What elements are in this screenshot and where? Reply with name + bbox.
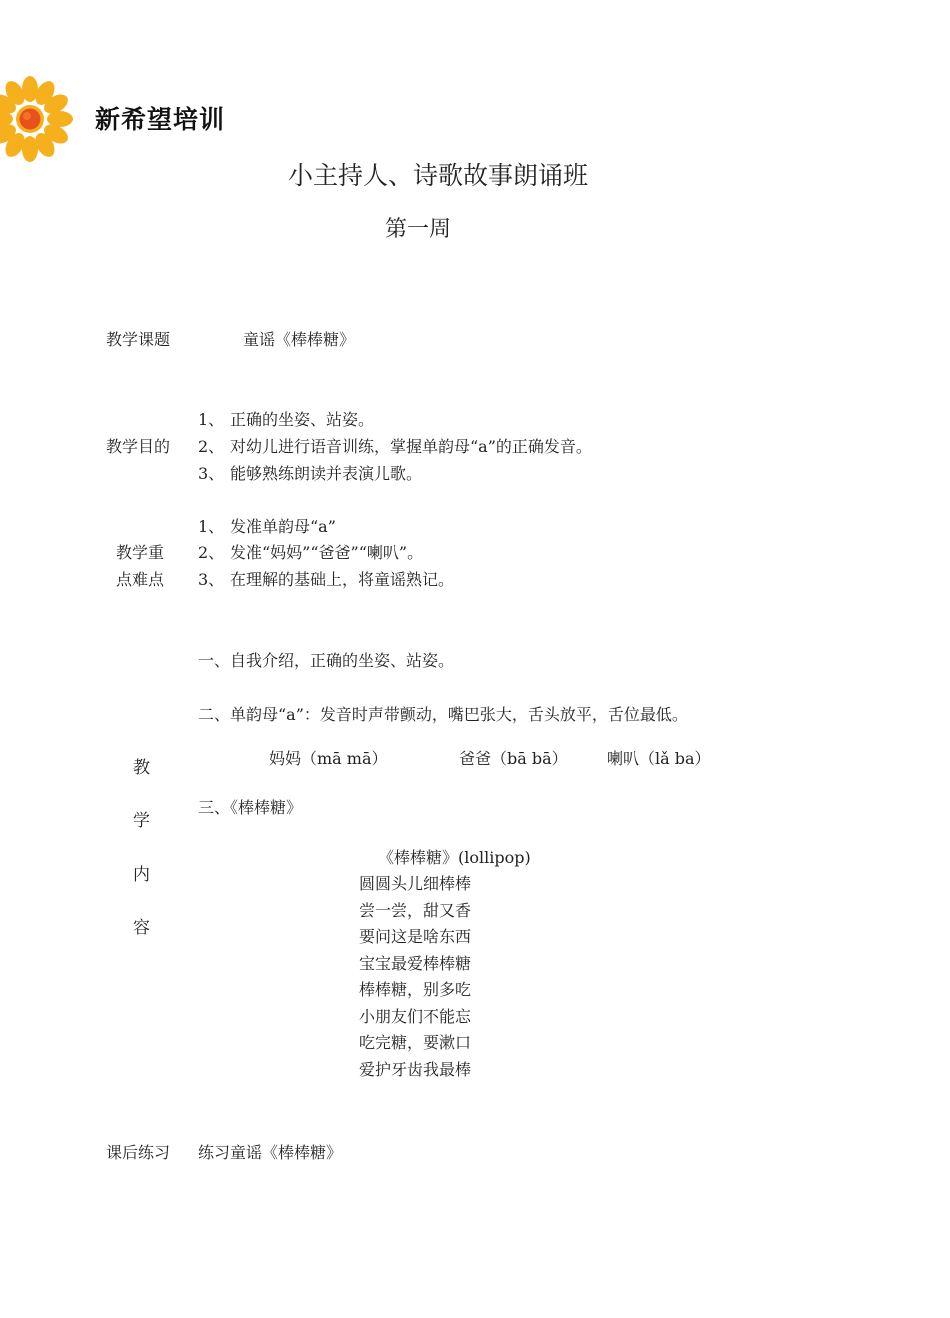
goals-label: 教学目的: [106, 437, 171, 456]
page-subtitle: 第一周: [384, 217, 451, 242]
list-item: [198, 567, 454, 590]
list-item-text: 在理解的基础上，将童谣熟记。: [230, 570, 455, 589]
list-item-number: 1、: [198, 517, 225, 536]
poem-title: 《棒棒糖》(lollipop): [378, 848, 531, 867]
homework-value: 练习童谣《棒棒糖》: [198, 1143, 343, 1162]
list-item-text: 正确的坐姿、站姿。: [230, 410, 375, 429]
content-section-1: 一、自我介绍，正确的坐姿、站姿。: [198, 651, 455, 670]
list-item-number: 1、: [198, 410, 225, 429]
poem-line: 圆圆头儿细棒棒: [359, 874, 472, 893]
keypoints-label-line1: 教学重: [116, 543, 165, 562]
content-label-char: 容: [133, 918, 150, 938]
list-item-number: 2、: [198, 437, 225, 456]
keypoints-label-line2: 点难点: [116, 570, 165, 589]
list-item-number: 3、: [198, 570, 225, 589]
content-label-char: 教: [133, 758, 150, 778]
list-item-text: 对幼儿进行语音训练，掌握单韵母“a”的正确发音。: [230, 437, 592, 456]
content-label-char: 内: [133, 865, 150, 885]
content-section-2: 二、单韵母“a”：发音时声带颤动，嘴巴张大，舌头放平，舌位最低。: [198, 705, 688, 724]
poem-line: 棒棒糖，别多吃: [359, 980, 472, 999]
list-item-number: 3、: [198, 464, 225, 483]
poem-line: 爱护牙齿我最棒: [359, 1059, 472, 1079]
poem-line: 小朋友们不能忘: [359, 1006, 472, 1026]
poem-line: 尝一尝，甜又香: [359, 900, 472, 920]
list-item: [198, 461, 422, 484]
homework-label: 课后练习: [106, 1143, 171, 1162]
list-item: [198, 540, 423, 563]
list-item-number: 2、: [198, 543, 225, 562]
sun-petal: [0, 111, 13, 127]
content-section-3: 三、《棒棒糖》: [198, 798, 303, 817]
brand-name: 新希望培训: [95, 105, 226, 134]
list-item: [198, 434, 592, 457]
pinyin-item: 妈妈（mā mā）: [269, 749, 388, 768]
list-item-text: 发准“妈妈”“爸爸”“喇叭”。: [230, 543, 424, 562]
topic-value: 童谣《棒棒糖》: [243, 330, 356, 349]
pinyin-item: 喇叭（lǎ ba）: [607, 749, 711, 768]
list-item: [198, 407, 374, 430]
content-label-char: 学: [133, 811, 150, 831]
poem-line: 吃完糖，要漱口: [359, 1033, 472, 1052]
topic-label: 教学课题: [106, 330, 171, 349]
poem-line: 宝宝最爱棒棒糖: [359, 953, 472, 973]
page-title: 小主持人、诗歌故事朗诵班: [287, 161, 588, 190]
list-item-text: 能够熟练朗读并表演儿歌。: [230, 464, 423, 483]
list-item-text: 发准单韵母“a”: [230, 517, 336, 536]
poem-body: [359, 871, 471, 1083]
list-item: [198, 514, 336, 537]
pinyin-item: 爸爸（bā bā）: [459, 749, 568, 768]
poem-line: 要问这是啥东西: [359, 927, 472, 946]
